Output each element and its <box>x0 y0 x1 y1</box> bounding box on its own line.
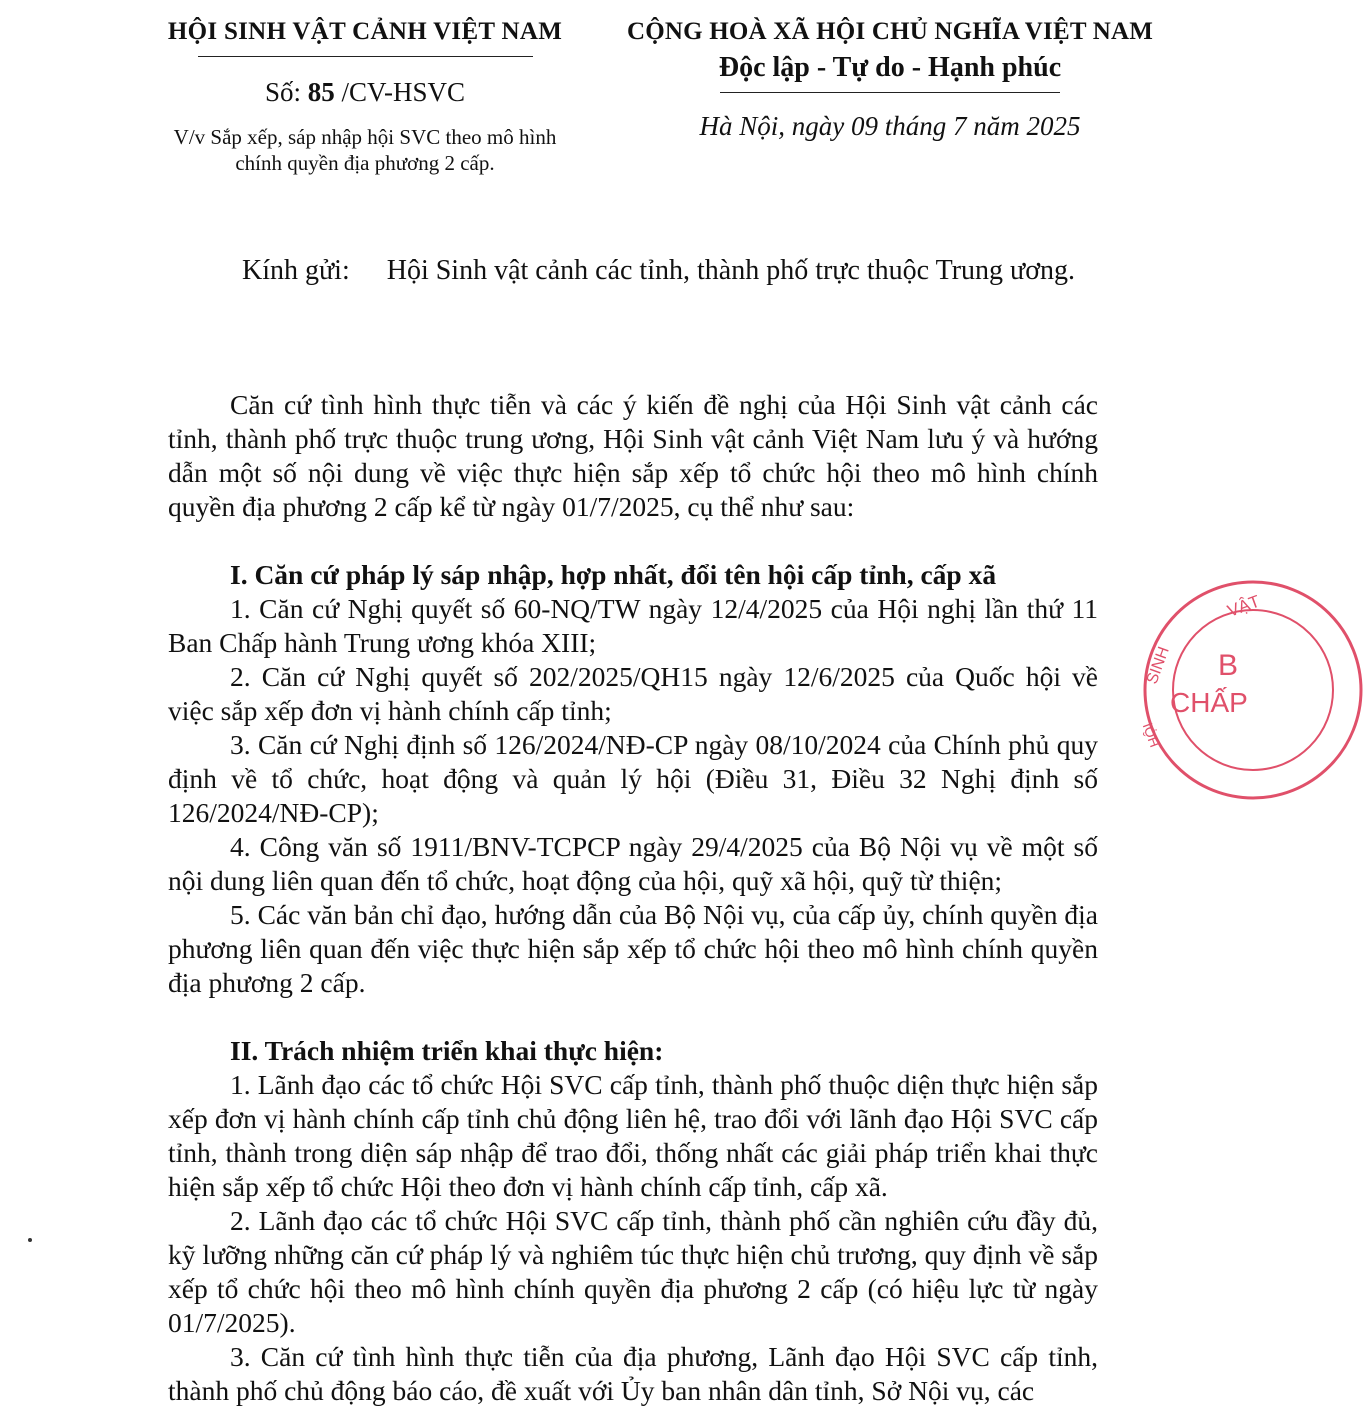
section-1-item: 4. Công văn số 1911/BNV-TCPCP ngày 29/4/2025 của Bộ Nội vụ về một số nội dung liên quan đến tổ chức, hoạt động của hội, quỹ xã hội, quỹ từ thiện; <box>168 831 1098 896</box>
nation-block <box>610 14 1170 142</box>
doc-number-value: 85 <box>307 77 335 107</box>
spacer <box>168 1000 1098 1034</box>
subject-line-2: chính quyền địa phương 2 cấp. <box>235 151 495 175</box>
motto-underline <box>720 92 1060 93</box>
section-2-item: 3. Căn cứ tình hình thực tiễn của địa phương, Lãnh đạo Hội SVC cấp tỉnh, thành phố chủ động báo cáo, đề xuất với Ủy ban nhân dân tỉnh, Sở Nội vụ, các <box>168 1341 1098 1406</box>
doc-number-prefix: Số: <box>264 77 301 107</box>
spacer <box>168 524 1098 558</box>
seal-text-top: VẬT <box>1224 591 1263 621</box>
section-1-item: 5. Các văn bản chỉ đạo, hướng dẫn của Bộ Nội vụ, của cấp ủy, chính quyền địa phương liên quan đến việc thực hiện sắp xếp tổ chức hội theo mô hình chính quyền địa phương 2 cấp. <box>168 899 1098 998</box>
doc-number-suffix: /CV-HSVC <box>341 77 466 107</box>
seal-stamp <box>1138 575 1368 805</box>
section-1-item: 1. Căn cứ Nghị quyết số 60-NQ/TW ngày 12/4/2025 của Hội nghị lần thứ 11 Ban Chấp hành Trung ương khóa XIII; <box>168 593 1098 658</box>
section-2-heading: II. Trách nhiệm triển khai thực hiện: <box>230 1035 664 1066</box>
section-1-heading: I. Căn cứ pháp lý sáp nhập, hợp nhất, đổi tên hội cấp tỉnh, cấp xã <box>230 559 997 590</box>
org-underline <box>198 56 533 57</box>
recipient-line <box>242 255 1075 287</box>
doc-number <box>140 77 590 108</box>
motto: Độc lập - Tự do - Hạnh phúc <box>718 52 1062 83</box>
subject-line-1: V/v Sắp xếp, sáp nhập hội SVC theo mô hình <box>173 125 557 149</box>
section-1-item: 3. Căn cứ Nghị định số 126/2024/NĐ-CP ngày 08/10/2024 của Chính phủ quy định về tổ chức, hoạt động và quản lý hội (Điều 31, Điều 32 Nghị định số 126/2024/NĐ-CP); <box>168 729 1098 828</box>
seal-text-left: SINH <box>1143 644 1173 687</box>
document-body <box>168 388 1098 1408</box>
org-name: HỘI SINH VẬT CẢNH VIỆT NAM <box>167 18 563 45</box>
nation-title: CỘNG HOÀ XÃ HỘI CHỦ NGHĨA VIỆT NAM <box>626 18 1154 45</box>
recipient-value: Hội Sinh vật cảnh các tỉnh, thành phố trực thuộc Trung ương. <box>386 255 1076 286</box>
seal-text-bottom-left: HỘI <box>1139 720 1163 750</box>
seal-center-2: CHẤP <box>1170 687 1248 718</box>
issuer-block <box>140 14 590 176</box>
intro-paragraph: Căn cứ tình hình thực tiễn và các ý kiến đề nghị của Hội Sinh vật cảnh các tỉnh, thành phố trực thuộc trung ương, Hội Sinh vật cảnh Việt Nam lưu ý và hướng dẫn một số nội dung về việc thực hiện sắp xếp tổ chức hội theo mô hình chính quyền địa phương 2 cấp kể từ ngày 01/7/2025, cụ thể như sau: <box>168 389 1098 522</box>
subject <box>140 124 590 176</box>
section-1-item: 2. Căn cứ Nghị quyết số 202/2025/QH15 ngày 12/6/2025 của Quốc hội về việc sắp xếp đơn vị hành chính cấp tỉnh; <box>168 661 1098 726</box>
place-date: Hà Nội, ngày 09 tháng 7 năm 2025 <box>699 111 1081 141</box>
recipient-label: Kính gửi: <box>242 255 350 286</box>
seal-center-1: B <box>1218 649 1239 682</box>
section-2-item: 2. Lãnh đạo các tổ chức Hội SVC cấp tỉnh, thành phố cần nghiên cứu đầy đủ, kỹ lưỡng những căn cứ pháp lý và nghiêm túc thực hiện chủ trương, quy định về sắp xếp tổ chức hội theo mô hình chính quyền địa phương 2 cấp (có hiệu lực từ ngày 01/7/2025). <box>168 1205 1098 1338</box>
scan-speck <box>28 1238 32 1242</box>
section-2-item: 1. Lãnh đạo các tổ chức Hội SVC cấp tỉnh, thành phố thuộc diện thực hiện sắp xếp đơn vị hành chính cấp tỉnh chủ động liên hệ, trao đổi với lãnh đạo Hội SVC cấp tỉnh, thành trong diện sáp nhập để trao đổi, thống nhất các giải pháp triển khai thực hiện sắp xếp tổ chức Hội theo đơn vị hành chính cấp tỉnh, cấp xã. <box>168 1069 1098 1202</box>
